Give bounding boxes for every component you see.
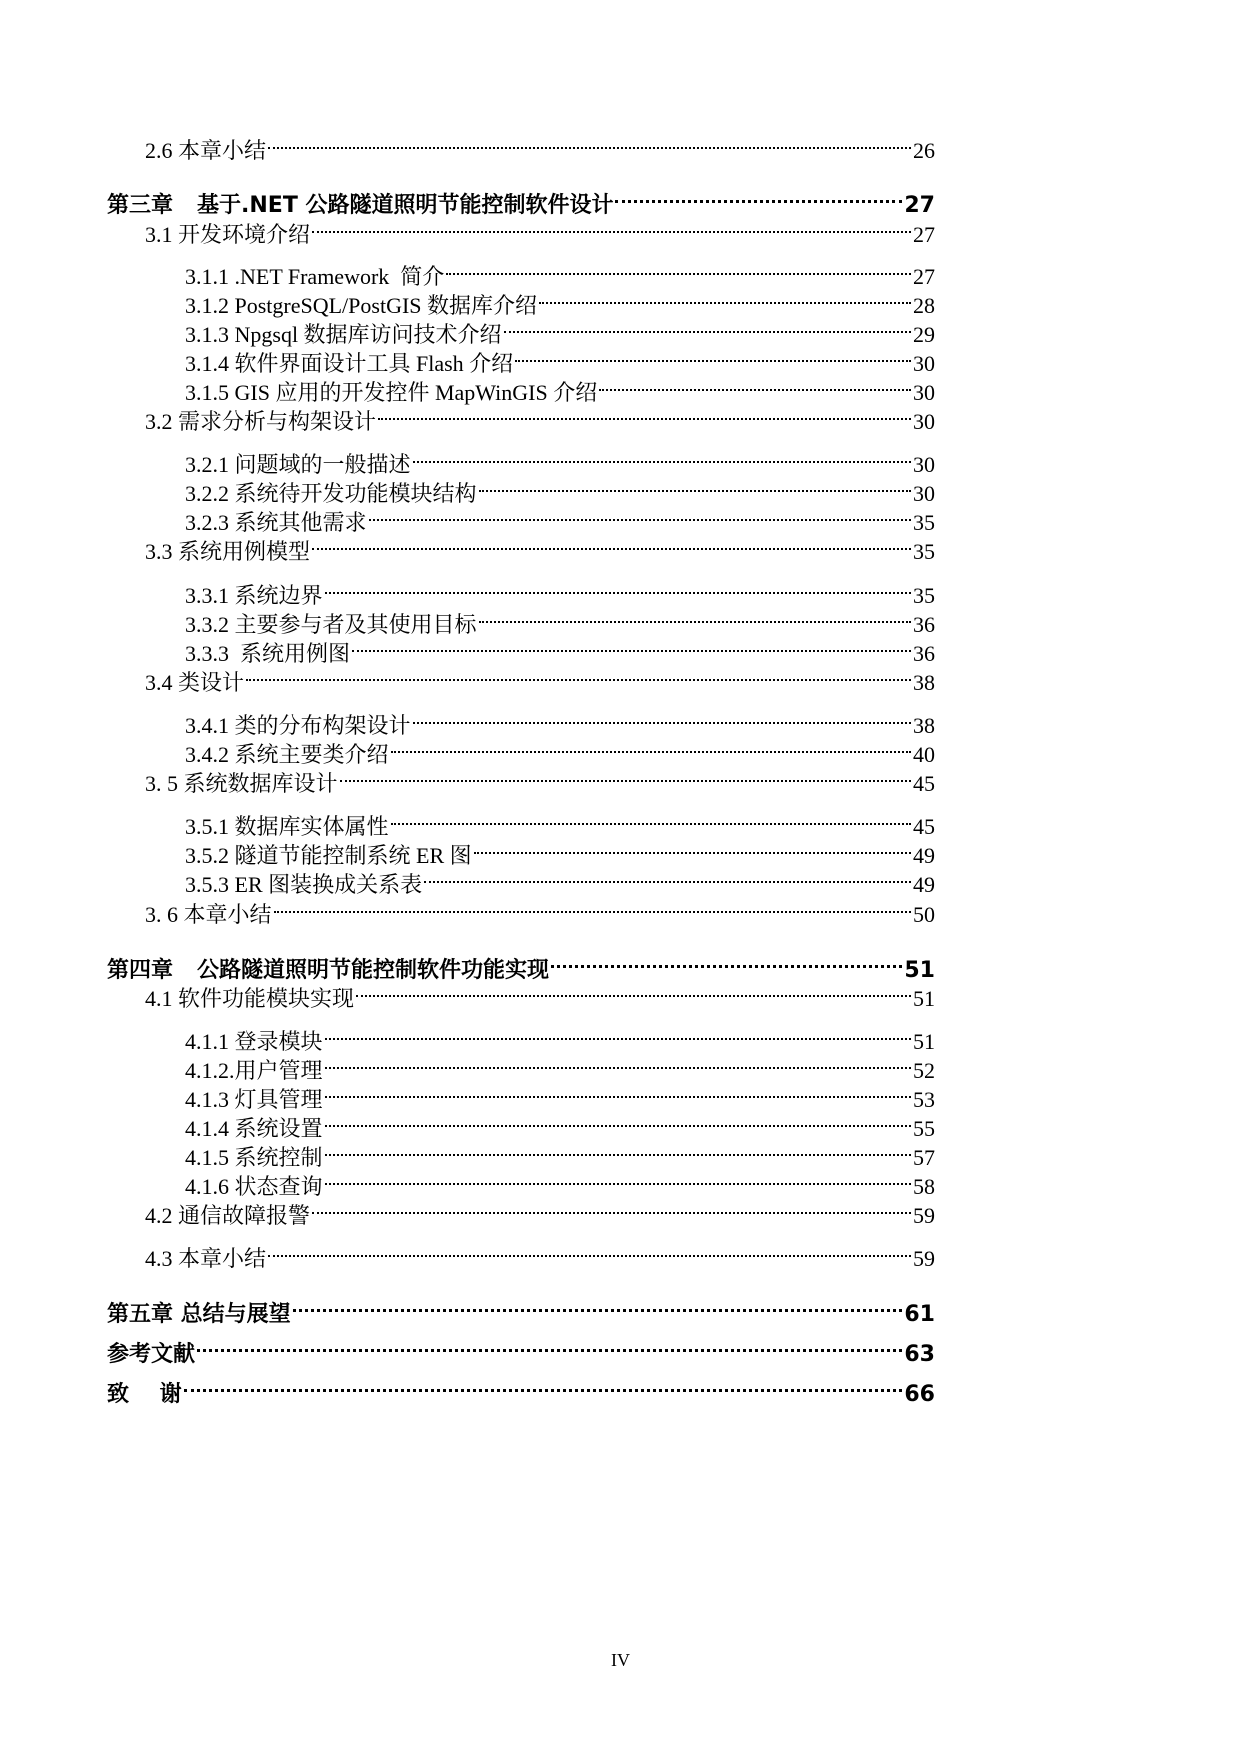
toc-chapter-title: 基于.NET 公路隧道照明节能控制软件设计 — [197, 193, 614, 218]
toc-subsection-entry[interactable] — [185, 831, 935, 868]
toc-dot-leader — [312, 210, 911, 242]
toc-page-number: 35 — [913, 539, 935, 564]
toc-page-number: 30 — [913, 481, 935, 506]
toc-subsection-entry[interactable] — [185, 600, 935, 637]
toc-page-number: 51 — [913, 986, 935, 1011]
toc-page-number: 36 — [913, 612, 935, 637]
toc-dot-leader — [599, 368, 911, 400]
toc-dot-leader — [325, 1075, 911, 1107]
toc-page-number: 35 — [913, 510, 935, 535]
toc-subsection-entry[interactable] — [185, 1075, 935, 1112]
toc-subsection-entry[interactable] — [185, 860, 935, 897]
toc-subsection-entry[interactable] — [185, 440, 935, 477]
toc-entry-title: 4.1 软件功能模块实现 — [145, 986, 355, 1011]
toc-page-number: 30 — [913, 351, 935, 376]
toc-subsection-entry[interactable] — [185, 368, 935, 405]
toc-subsection-entry[interactable] — [185, 571, 935, 608]
toc-entry-title: 3.3 系统用例模型 — [145, 539, 311, 564]
toc-dot-leader — [424, 860, 911, 892]
toc-subsection-entry[interactable] — [185, 1162, 935, 1199]
toc-page-number: 27 — [904, 193, 935, 218]
toc-entry-title: 4.1.3 灯具管理 — [185, 1087, 323, 1112]
toc-subsection-entry[interactable] — [185, 1133, 935, 1170]
toc-chapter-entry[interactable] — [107, 1289, 935, 1327]
toc-page-number: 29 — [913, 322, 935, 347]
toc-entry-title: 3.1.1 .NET Framework 简介 — [185, 264, 445, 289]
toc-subsection-entry[interactable] — [185, 1046, 935, 1083]
toc-entry-title: 3.1.2 PostgreSQL/PostGIS 数据库介绍 — [185, 293, 538, 318]
toc-page-number: 51 — [913, 1029, 935, 1054]
toc-section-entry[interactable] — [145, 126, 935, 163]
toc-dot-leader — [369, 498, 911, 530]
toc-dot-leader — [356, 974, 911, 1006]
toc-page-number: 28 — [913, 293, 935, 318]
toc-page-number: 61 — [904, 1302, 935, 1327]
toc-entry-title: 3.5.1 数据库实体属性 — [185, 814, 389, 839]
toc-dot-leader — [325, 571, 911, 603]
toc-page-number: 26 — [913, 138, 935, 163]
toc-entry-title: 致 谢 — [107, 1382, 182, 1407]
toc-section-entry[interactable] — [145, 527, 935, 564]
toc-entry-title: 2.6 本章小结 — [145, 138, 267, 163]
toc-entry-title: 4.2 通信故障报警 — [145, 1203, 311, 1228]
toc-entry-title: 3.4 类设计 — [145, 670, 245, 695]
toc-entry-title: 3.3.2 主要参与者及其使用目标 — [185, 612, 477, 637]
toc-page-number: 51 — [904, 958, 935, 983]
toc-page-number: 30 — [913, 380, 935, 405]
toc-section-entry[interactable] — [145, 1234, 935, 1271]
toc-page-number: 50 — [913, 902, 935, 927]
toc-page-number: 52 — [913, 1058, 935, 1083]
toc-section-entry[interactable] — [145, 397, 935, 434]
toc-page-number: 45 — [913, 814, 935, 839]
toc-entry-title: 3. 6 本章小结 — [145, 902, 272, 927]
toc-page-number: 27 — [913, 264, 935, 289]
toc-subsection-entry[interactable] — [185, 498, 935, 535]
toc-entry-title: 3.2.1 问题域的一般描述 — [185, 452, 411, 477]
toc-dot-leader — [184, 1369, 903, 1401]
toc-entry-title: 3.1.5 GIS 应用的开发控件 MapWinGIS 介绍 — [185, 380, 598, 405]
toc-subsection-entry[interactable] — [185, 701, 935, 738]
toc-section-entry[interactable] — [145, 210, 935, 247]
toc-chapter-title: 公路隧道照明节能控制软件功能实现 — [197, 958, 550, 983]
toc-dot-leader — [246, 658, 911, 690]
toc-dot-leader — [615, 180, 902, 212]
toc-entry-title: 3.3.1 系统边界 — [185, 583, 323, 608]
toc-chapter-entry[interactable] — [107, 1369, 935, 1407]
toc-page-number: 27 — [913, 222, 935, 247]
toc-entry-title: 4.1.6 状态查询 — [185, 1174, 323, 1199]
toc-dot-leader — [293, 1289, 903, 1321]
toc-chapter-number: 第三章 — [107, 193, 174, 218]
toc-dot-leader — [325, 1017, 911, 1049]
toc-page-number: 35 — [913, 583, 935, 608]
toc-dot-leader — [268, 1234, 911, 1266]
toc-dot-leader — [340, 759, 911, 791]
toc-chapter-entry[interactable] — [107, 945, 935, 983]
toc-dot-leader — [197, 1329, 902, 1361]
toc-entry-title: 第五章 总结与展望 — [107, 1302, 291, 1327]
toc-entry-title: 4.1.1 登录模块 — [185, 1029, 323, 1054]
toc-page-number: 38 — [913, 713, 935, 738]
toc-dot-leader — [504, 310, 911, 342]
toc-page-number: 63 — [904, 1342, 935, 1367]
toc-entry-title: 4.1.4 系统设置 — [185, 1116, 323, 1141]
toc-dot-leader — [413, 701, 911, 733]
toc-entry-title: 3.1 开发环境介绍 — [145, 222, 311, 247]
toc-page-number: 49 — [913, 872, 935, 897]
toc-dot-leader — [479, 469, 911, 501]
toc-entry-title: 3.5.3 ER 图装换成关系表 — [185, 872, 423, 897]
toc-page-number: 40 — [913, 742, 935, 767]
toc-entry-title: 参考文献 — [107, 1342, 196, 1367]
toc-dot-leader — [539, 281, 911, 313]
toc-page-number: 59 — [913, 1203, 935, 1228]
toc-subsection-entry[interactable] — [185, 469, 935, 506]
toc-dot-leader — [325, 1104, 911, 1136]
toc-page-number: 55 — [913, 1116, 935, 1141]
toc-entry-title: 4.1.2.用户管理 — [185, 1058, 323, 1083]
toc-page-number: 53 — [913, 1087, 935, 1112]
toc-subsection-entry[interactable] — [185, 339, 935, 376]
toc-dot-leader — [274, 890, 911, 922]
toc-dot-leader — [446, 252, 911, 284]
toc-dot-leader — [551, 945, 902, 977]
toc-section-entry[interactable] — [145, 890, 935, 927]
toc-entry-title: 4.3 本章小结 — [145, 1246, 267, 1271]
toc-page-number: 58 — [913, 1174, 935, 1199]
toc-dot-leader — [515, 339, 911, 371]
page-footer-number: IV — [611, 1650, 630, 1670]
toc-entry-title: 3.4.2 系统主要类介绍 — [185, 742, 389, 767]
toc-chapter-entry[interactable] — [107, 1329, 935, 1367]
toc-entry-title: 4.1.5 系统控制 — [185, 1145, 323, 1170]
toc-chapter-number: 第四章 — [107, 958, 174, 983]
toc-dot-leader — [391, 802, 911, 834]
toc-entry-title: 3.1.4 软件界面设计工具 Flash 介绍 — [185, 351, 514, 376]
toc-dot-leader — [312, 1191, 911, 1223]
toc-subsection-entry[interactable] — [185, 281, 935, 318]
toc-page-number: 49 — [913, 843, 935, 868]
toc-page-number: 45 — [913, 771, 935, 796]
toc-dot-leader — [325, 1133, 911, 1165]
toc-dot-leader — [352, 629, 911, 661]
toc-section-entry[interactable] — [145, 658, 935, 695]
toc-page-number: 30 — [913, 409, 935, 434]
toc-dot-leader — [325, 1046, 911, 1078]
toc-dot-leader — [378, 397, 911, 429]
toc-dot-leader — [479, 600, 911, 632]
toc-section-entry[interactable] — [145, 1191, 935, 1228]
toc-page-number: 57 — [913, 1145, 935, 1170]
toc-subsection-entry[interactable] — [185, 730, 935, 767]
toc-page-number: 36 — [913, 641, 935, 666]
toc-section-entry[interactable] — [145, 759, 935, 796]
toc-dot-leader — [474, 831, 911, 863]
toc-dot-leader — [268, 126, 911, 158]
toc-entry-title: 3.5.2 隧道节能控制系统 ER 图 — [185, 843, 472, 868]
toc-dot-leader — [391, 730, 911, 762]
toc-page-number: 30 — [913, 452, 935, 477]
toc-entry-title: 3.4.1 类的分布构架设计 — [185, 713, 411, 738]
toc-dot-leader — [312, 527, 911, 559]
toc-subsection-entry[interactable] — [185, 1104, 935, 1141]
toc-entry-title: 3.2.3 系统其他需求 — [185, 510, 367, 535]
toc-page-number: 38 — [913, 670, 935, 695]
toc-entry-title: 3.2 需求分析与构架设计 — [145, 409, 377, 434]
toc-entry-title: 3. 5 系统数据库设计 — [145, 771, 338, 796]
toc-subsection-entry[interactable] — [185, 1017, 935, 1054]
toc-chapter-entry[interactable] — [107, 180, 935, 218]
toc-page-number: 59 — [913, 1246, 935, 1271]
toc-entry-title: 3.3.3 系统用例图 — [185, 641, 351, 666]
toc-subsection-entry[interactable] — [185, 629, 935, 666]
toc-subsection-entry[interactable] — [185, 252, 935, 289]
toc-entry-title: 3.2.2 系统待开发功能模块结构 — [185, 481, 477, 506]
toc-entry-title: 3.1.3 Npgsql 数据库访问技术介绍 — [185, 322, 502, 347]
toc-subsection-entry[interactable] — [185, 802, 935, 839]
toc-dot-leader — [413, 440, 911, 472]
toc-subsection-entry[interactable] — [185, 310, 935, 347]
toc-section-entry[interactable] — [145, 974, 935, 1011]
toc-dot-leader — [325, 1162, 911, 1194]
toc-page-number: 66 — [904, 1382, 935, 1407]
